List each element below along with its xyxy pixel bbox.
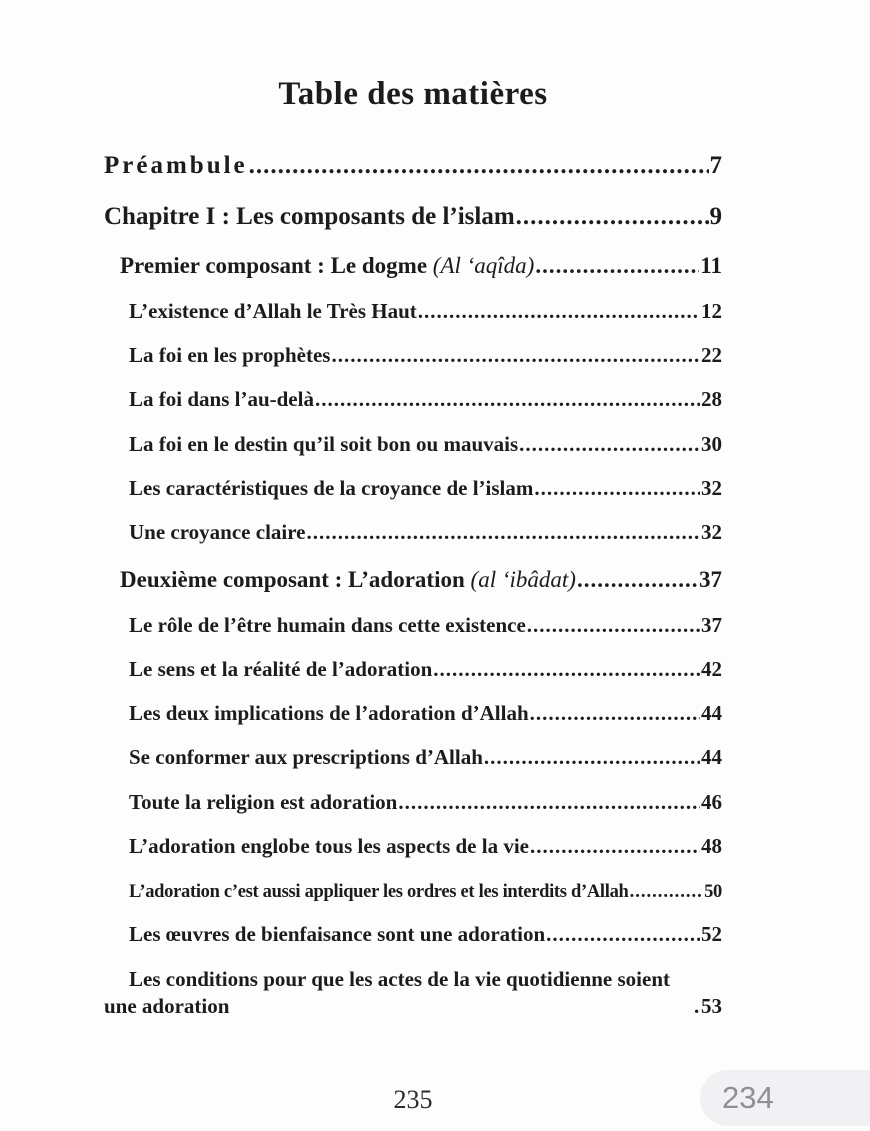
dot-leader: [530, 700, 700, 727]
dot-leader: [519, 431, 700, 458]
toc-entry-page: 44: [701, 745, 722, 770]
toc-entry-label: L’existence d’Allah le Très Haut: [129, 298, 417, 323]
dot-leader: [331, 342, 700, 369]
toc-entry-page: 22: [701, 343, 722, 368]
toc-entry-page: 32: [701, 476, 722, 501]
toc-entry: [104, 386, 722, 413]
toc-entry-page: 9: [709, 202, 722, 230]
dot-leader: [418, 298, 700, 325]
toc-entry: [104, 519, 722, 546]
dot-leader: [398, 789, 700, 816]
toc-entry-page: 28: [701, 387, 722, 412]
dot-leader: [535, 251, 699, 281]
toc-entry-page: 7: [709, 152, 722, 179]
toc-entry-page: 37: [701, 612, 722, 637]
toc-entry-label: Chapitre I : Les composants de l’islam: [104, 202, 515, 230]
toc-entry-page: 32: [701, 520, 722, 545]
toc-entry-label: Toute la religion est adoration: [129, 789, 398, 814]
toc-entry: [104, 880, 722, 904]
toc-entry: [104, 251, 722, 281]
toc-entry-label: Le rôle de l’être humain dans cette existence: [129, 612, 526, 637]
dot-leader: [307, 519, 700, 546]
reader-page-badge[interactable]: [700, 1070, 870, 1126]
toc-entry: [104, 656, 722, 683]
dot-leader: [527, 612, 700, 639]
toc-entry-label: Les œuvres de bienfaisance sont une adoration: [129, 922, 546, 947]
dot-leader: [630, 880, 704, 904]
toc-entry: [104, 431, 722, 458]
toc-entry-label: Les caractéristiques de la croyance de l’islam: [129, 476, 534, 501]
toc-entry-label: La foi en le destin qu’il soit bon ou mauvais: [129, 431, 519, 456]
toc-entry: [104, 744, 722, 771]
toc-entry-label: Se conformer aux prescriptions d’Allah: [129, 745, 483, 770]
toc-entry-label: Une croyance claire: [129, 520, 306, 545]
toc-entry-page: 53: [701, 993, 722, 1018]
toc-list: [104, 150, 722, 1020]
toc-entry: [104, 475, 722, 502]
toc-entry-page: 46: [701, 789, 722, 814]
toc-entry-label: La foi dans l’au-delà: [129, 387, 314, 412]
dot-leader: [546, 921, 700, 948]
toc-entry: [104, 612, 722, 639]
toc-entry-label: Deuxième composant : L’adoration (al ‘ibâdat): [120, 566, 576, 592]
toc-entry-label: Les deux implications de l’adoration d’Allah: [129, 701, 529, 726]
page-number: 235: [393, 1085, 433, 1114]
toc-entry-label: Le sens et la réalité de l’adoration: [129, 656, 433, 681]
dot-leader: [315, 386, 700, 413]
toc-entry-label: L’adoration englobe tous les aspects de la vie: [129, 834, 529, 859]
dot-leader: [534, 475, 700, 502]
dot-leader: [249, 150, 709, 183]
toc-entry: [104, 298, 722, 325]
dot-leader: [484, 744, 700, 771]
toc-entry-label: Les conditions pour que les actes de la vie quotidienne soient une adoration: [104, 966, 670, 1018]
toc-entry: [104, 201, 722, 234]
dot-leader: [577, 565, 698, 595]
toc-entry-page: 44: [701, 701, 722, 726]
toc-entry-page: 37: [699, 566, 722, 592]
toc-entry: [104, 150, 722, 183]
toc-entry-label: L’adoration c’est aussi appliquer les ordres et les interdits d’Allah: [129, 882, 629, 903]
toc-entry-page: 42: [701, 656, 722, 681]
toc-entry: [104, 921, 722, 948]
toc-entry-page: 48: [701, 834, 722, 859]
toc-entry: [104, 342, 722, 369]
toc-entry: [104, 789, 722, 816]
toc-entry: [104, 565, 722, 595]
dot-leader: [516, 201, 709, 234]
toc-entry-label: Premier composant : Le dogme (Al ‘aqîda): [120, 253, 535, 278]
dot-leader: [694, 993, 700, 1020]
toc-entry-page: 52: [701, 922, 722, 947]
toc-entry-page: 11: [700, 253, 722, 278]
dot-leader: [433, 656, 700, 683]
toc-entry-page: 12: [701, 298, 722, 323]
page-title: Table des matières: [278, 76, 548, 112]
toc-entry-label: La foi en les prophètes: [129, 343, 331, 368]
toc-entry-page: 30: [701, 431, 722, 456]
reader-page-badge-label: 234: [722, 1080, 774, 1115]
toc-entry: [104, 833, 722, 860]
toc-entry: [104, 700, 722, 727]
dot-leader: [530, 833, 700, 860]
toc-entry-label: Préambule: [104, 152, 248, 179]
table-of-contents: [104, 74, 722, 1020]
toc-entry-page: 50: [704, 882, 722, 903]
toc-entry: [104, 966, 722, 1021]
